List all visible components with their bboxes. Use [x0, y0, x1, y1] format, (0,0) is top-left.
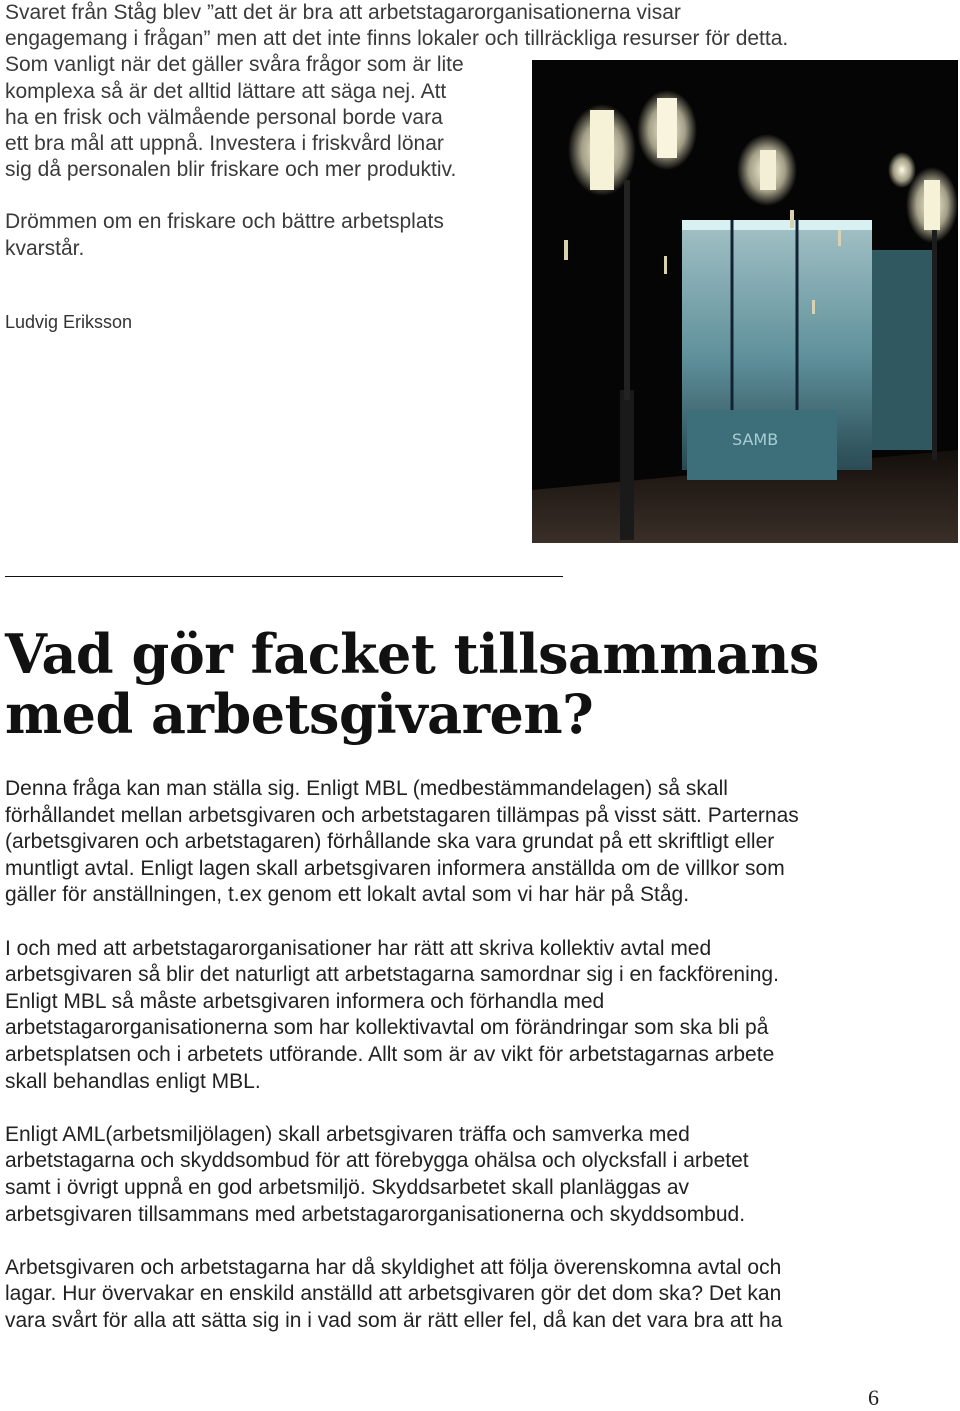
intro-line: sig då personalen blir friskare och mer produktiv.	[5, 158, 457, 182]
paragraph	[5, 1255, 955, 1335]
paragraph	[5, 936, 955, 1096]
section-heading	[5, 624, 905, 744]
text-line: Arbetsgivaren och arbetstagarna har då skyldighet att följa överenskomna avtal och	[5, 1255, 782, 1279]
section-divider	[5, 576, 563, 577]
intro-line: ett bra mål att uppnå. Investera i friskvård lönar	[5, 132, 444, 156]
author-signature: Ludvig Eriksson	[5, 312, 133, 332]
intro-text	[5, 0, 789, 262]
text-line: lagar. Hur övervakar en enskild anställd att arbetsgivaren gör det dom ska? Det kan	[5, 1282, 782, 1306]
text-line: förhållandet mellan arbetsgivaren och arbetstagaren tillämpas på visst sätt.	[5, 803, 702, 827]
text-line: skall behandlas enligt MBL.	[5, 1069, 261, 1093]
intro-line: Drömmen om en friskare och bättre arbetsplats	[5, 210, 444, 234]
text-line: I och med att arbetstagarorganisationer har rätt att skriva kollektiv avtal med	[5, 936, 712, 960]
heading-line: med arbetsgivaren?	[5, 682, 594, 746]
intro-line: engagemang i frågan” men att det inte finns lokaler och tillräckliga resurser för detta.	[5, 27, 789, 51]
text-line: arbetstagarorganisationerna som har kollektivavtal om förändringar som ska bli på	[5, 1016, 769, 1040]
bus-stop-night-photo	[532, 60, 958, 543]
text-line: gäller för anställningen, t.ex genom ett lokalt avtal som vi har här på Ståg.	[5, 883, 690, 907]
photo-illustration	[532, 60, 958, 543]
text-line: Parternas	[707, 803, 799, 827]
text-line: arbetsgivaren tillsammans med arbetstagarorganisationerna och skyddsombud.	[5, 1202, 746, 1226]
text-line: Denna fråga kan man ställa sig. Enligt MBL (medbestämmandelagen) så skall	[5, 777, 728, 800]
text-line: vara svårt för alla att sätta sig in i vad som är rätt eller fel, då kan det vara bra att ha	[5, 1308, 783, 1332]
intro-line: Som vanligt när det gäller svåra frågor som är lite	[5, 53, 464, 77]
heading-line: Vad gör facket tillsammans	[5, 622, 819, 686]
intro-line: Svaret från Ståg blev ”att det är bra att arbetstagarorganisationerna visar	[5, 1, 681, 24]
text-line: Enligt MBL så måste arbetsgivaren informera och förhandla med	[5, 989, 605, 1013]
paragraph	[5, 1122, 955, 1228]
intro-line: komplexa så är det alltid lättare att säga nej. Att	[5, 79, 447, 103]
paragraph	[5, 776, 955, 909]
text-line: arbetsplatsen och i arbetets utförande. Allt som är av vikt för arbetstagarnas arbete	[5, 1042, 775, 1066]
text-line: arbetstagarna och skyddsombud för att förebygga ohälsa och olycksfall i arbetet	[5, 1149, 749, 1173]
text-line: Enligt AML(arbetsmiljölagen) skall arbetsgivaren träffa och samverka med	[5, 1122, 690, 1146]
intro-line: ha en frisk och välmående personal borde vara	[5, 105, 443, 129]
text-line: samt i övrigt uppnå en god arbetsmiljö. Skyddsarbetet skall planläggas av	[5, 1175, 690, 1199]
sign-text: SAMB	[732, 430, 779, 449]
page-number: 6	[868, 1385, 879, 1410]
article-body	[5, 776, 955, 1361]
text-line: (arbetsgivaren och arbetstagaren) förhållande ska vara grundat på ett skriftligt eller	[5, 830, 775, 854]
text-line: arbetsgivaren så blir det naturligt att arbetstagarna samordnar sig i en fackförening.	[5, 963, 779, 987]
intro-line: kvarstår.	[5, 236, 85, 260]
text-line: muntligt avtal. Enligt lagen skall arbetsgivaren informera anställda om de villkor som	[5, 856, 785, 880]
